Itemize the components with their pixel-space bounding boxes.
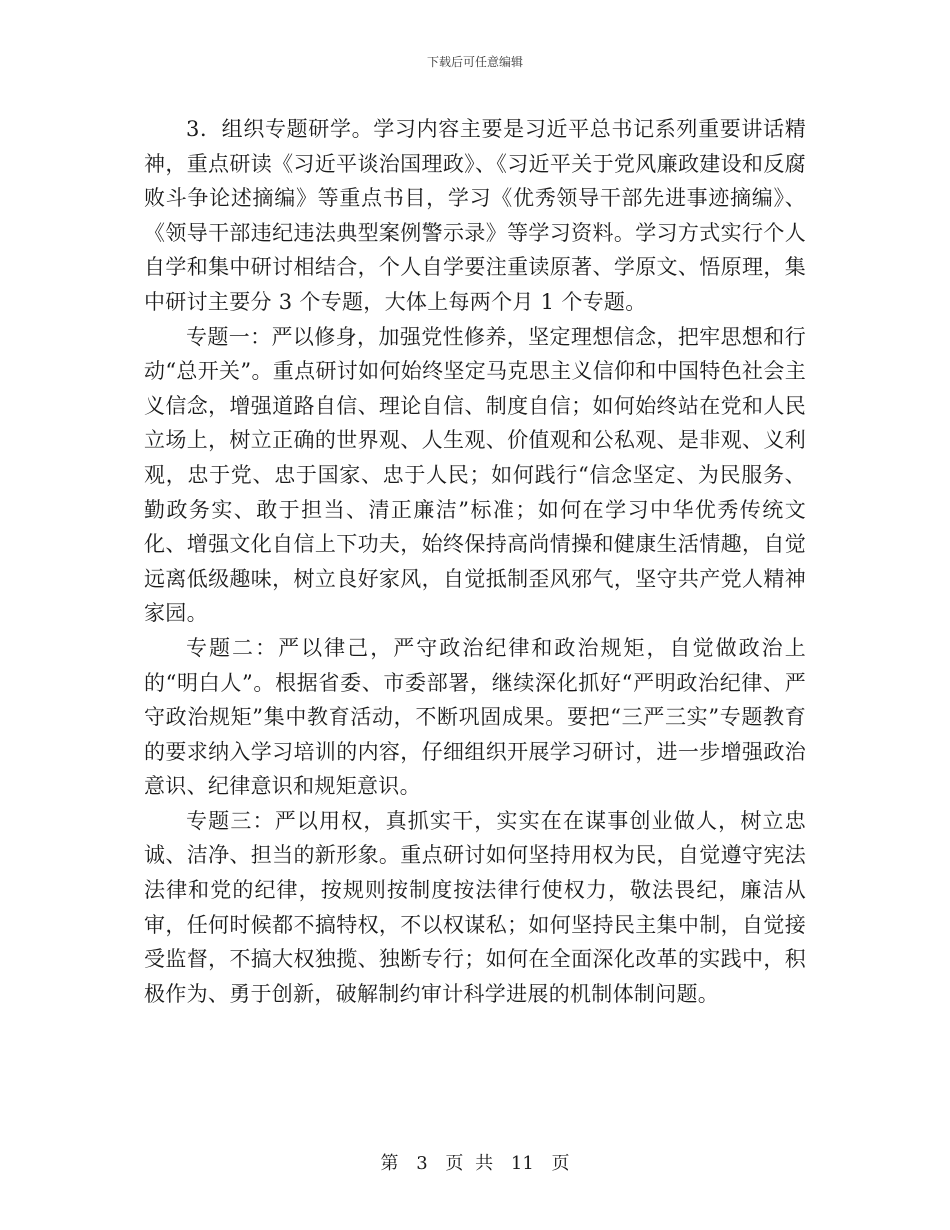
page-header-note: 下载后可任意编辑 [426, 55, 523, 69]
total-page-count: 11 [510, 1153, 534, 1174]
current-page-number: 3 [416, 1153, 428, 1174]
page-number-footer [0, 1152, 950, 1176]
page-prefix: 第 [380, 1153, 399, 1174]
paragraph-study-organization: 3．组织专题研学。学习内容主要是习近平总书记系列重要讲话精神，重点研读《习近平谈治国理政》、《习近平关于党风廉政建设和反腐败斗争论述摘编》等重点书目，学习《优秀领导干部先进事迹摘编》、《领导干部违纪违法典型案例警示录》等学习资料。学习方式实行个人自学和集中研讨相结合，个人自学要注重读原著、学原文、悟原理，集中研讨主要分 3 个专题，大体上每两个月 1 个专题。 [144, 117, 806, 314]
page-middle-text: 页 共 [445, 1153, 494, 1174]
paragraph-topic-three: 专题三：严以用权，真抓实干，实实在在谋事创业做人，树立忠诚、洁净、担当的新形象。重点研讨如何坚持用权为民，自觉遵守宪法法律和党的纪律，按规则按制度按法律行使权力，敬法畏纪，廉洁从审，任何时候都不搞特权，不以权谋私；如何坚持民主集中制，自觉接受监督，不搞大权独揽、独断专行；如何在全面深化改革的实践中，积极作为、勇于创新，破解制约审计科学进展的机制体制问题。 [144, 808, 806, 1006]
page-suffix: 页 [551, 1153, 570, 1174]
paragraph-topic-one: 专题一：严以修身，加强党性修养，坚定理想信念，把牢思想和行动“总开关”。重点研讨如何始终坚定马克思主义信仰和中国特色社会主义信念，增强道路自信、理论自信、制度自信；如何始终站在党和人民立场上，树立正确的世界观、人生观、价值观和公私观、是非观、义利观，忠于党、忠于国家、忠于人民；如何践行“信念坚定、为民服务、勤政务实、敢于担当、清正廉洁”标准；如何在学习中华优秀传统文化、增强文化自信上下功夫，始终保持高尚情操和健康生活情趣，自觉远离低级趣味，树立良好家风，自觉抵制歪风邪气，坚守共产党人精神家园。 [144, 324, 806, 626]
document-body [144, 112, 806, 1011]
paragraph-topic-two: 专题二：严以律己，严守政治纪律和政治规矩，自觉做政治上的“明白人”。根据省委、市委部署，继续深化抓好“严明政治纪律、严守政治规矩”集中教育活动，不断巩固成果。要把“三严三实”专题教育的要求纳入学习培训的内容，仔细组织开展学习研讨，进一步增强政治意识、纪律意识和规矩意识。 [144, 635, 806, 799]
